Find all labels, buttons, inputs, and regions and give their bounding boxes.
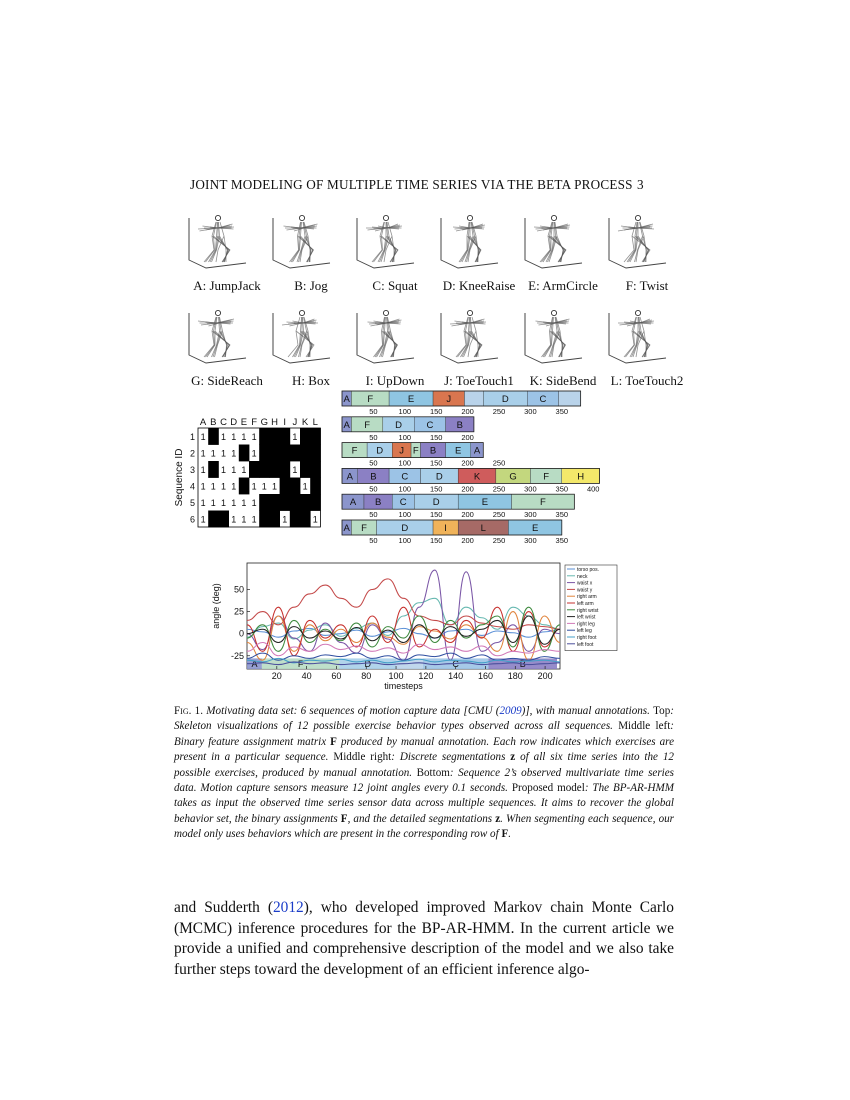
frame-line bbox=[189, 313, 246, 363]
segment-label: E bbox=[407, 394, 415, 405]
legend-entry: left wrist bbox=[577, 614, 596, 621]
segment-tick-label: 250 bbox=[492, 484, 506, 494]
segment-tick-label: 100 bbox=[398, 484, 412, 494]
matrix-cell-one: 1 bbox=[200, 514, 206, 525]
matrix-column-label: H bbox=[271, 417, 278, 428]
segment-tick-label: 150 bbox=[429, 510, 443, 520]
frame-line bbox=[609, 313, 666, 363]
caption-panel-label: Middle right bbox=[333, 751, 392, 764]
matrix-cell-filled bbox=[259, 511, 270, 528]
segment-label: B bbox=[429, 445, 437, 457]
caption-text: : The BP-AR-HMM takes as input the observed time series sensor data across multiple sequences. It aims to recover the global behavior set, the binary assignments bbox=[174, 782, 674, 825]
segment-label: B bbox=[370, 471, 377, 483]
matrix-cell-filled bbox=[300, 494, 311, 511]
matrix-cell-one: 1 bbox=[200, 481, 206, 492]
segment-label: C bbox=[401, 471, 409, 483]
figure-label: Fig. 1. bbox=[174, 705, 203, 717]
x-tick-label: 100 bbox=[388, 671, 404, 681]
skeleton-head bbox=[299, 310, 304, 315]
skeleton-head bbox=[635, 215, 640, 220]
matrix-column-label: F bbox=[251, 417, 258, 428]
segment-tick-label: 200 bbox=[461, 432, 474, 442]
segment-tick-label: 300 bbox=[524, 536, 537, 545]
segment-label: D bbox=[435, 471, 443, 483]
matrix-cell-filled bbox=[259, 461, 270, 478]
matrix-cell-one: 1 bbox=[251, 497, 257, 508]
matrix-cell-one: 1 bbox=[282, 514, 288, 525]
matrix-cell-one: 1 bbox=[231, 431, 237, 442]
segment-tick-label: 350 bbox=[555, 484, 569, 494]
matrix-cell-one: 1 bbox=[210, 481, 216, 492]
matrix-column-label: I bbox=[283, 417, 287, 428]
segment-label: B bbox=[456, 419, 463, 431]
segment-label: H bbox=[577, 471, 585, 483]
y-tick-label: 0 bbox=[238, 628, 244, 639]
skeleton-row-top bbox=[160, 208, 680, 303]
matrix-cell-filled bbox=[208, 428, 219, 445]
legend-entry: torso pos. bbox=[577, 567, 599, 573]
matrix-cell-one: 1 bbox=[241, 431, 247, 442]
matrix-cell-one: 1 bbox=[251, 431, 257, 442]
skeleton-drawing bbox=[184, 303, 254, 373]
matrix-column-label: G bbox=[260, 417, 268, 428]
matrix-cell-filled bbox=[259, 428, 270, 445]
segment-tick-label: 50 bbox=[369, 536, 378, 545]
matrix-cell-filled bbox=[290, 445, 301, 462]
matrix-cell-filled bbox=[269, 461, 280, 478]
caption-text: of all six time series into the 12 possible exercises, produced by manual annotation. bbox=[174, 751, 674, 779]
segment-label: J bbox=[399, 445, 405, 457]
matrix-cell-filled bbox=[290, 478, 301, 495]
segmentation-bar bbox=[342, 468, 599, 493]
segment-tick-label: 350 bbox=[555, 510, 569, 520]
matrix-row-id: 4 bbox=[189, 481, 195, 492]
plot-segment-label: B bbox=[519, 659, 526, 670]
matrix-cell-filled bbox=[300, 461, 311, 478]
segment-label: C bbox=[399, 497, 407, 509]
matrix-column-label: L bbox=[312, 417, 318, 428]
matrix-column-label: A bbox=[199, 417, 207, 428]
plot-segment-label: A bbox=[251, 659, 258, 670]
skeleton-figure bbox=[604, 208, 690, 303]
skeleton-label: E: ArmCircle bbox=[528, 278, 598, 293]
matrix-cell-filled bbox=[280, 461, 291, 478]
matrix-cell-one: 1 bbox=[241, 497, 247, 508]
segment-tick-label: 350 bbox=[555, 536, 569, 545]
x-tick-label: 60 bbox=[331, 671, 342, 681]
body-text-rest: ), who developed improved Markov chain Monte Carlo (MCMC) inference procedures for the BP-AR-HMM. In the current article we provide a unified and comprehensive description of the model and we also take further steps toward the development of an efficient inference algo- bbox=[174, 899, 674, 978]
matrix-column-label: D bbox=[230, 417, 238, 428]
segment-label: D bbox=[401, 523, 409, 534]
matrix-cell-filled bbox=[259, 445, 270, 462]
matrix-row-id: 6 bbox=[189, 514, 195, 525]
legend-entry: right foot bbox=[577, 635, 597, 641]
matrix-cell-one: 1 bbox=[261, 481, 267, 492]
segment-label: F bbox=[361, 523, 367, 534]
matrix-cell-one: 1 bbox=[312, 514, 318, 525]
matrix-cell-one: 1 bbox=[220, 497, 227, 508]
caption-symbol: z bbox=[495, 812, 501, 825]
frame-line bbox=[357, 218, 414, 268]
segment-label: A bbox=[343, 419, 350, 431]
matrix-cell-filled bbox=[290, 494, 301, 511]
skeleton-drawing bbox=[436, 303, 506, 373]
segment-label: L bbox=[480, 523, 486, 534]
segment-label: C bbox=[426, 419, 434, 431]
segment-tick-label: 50 bbox=[369, 407, 378, 416]
skeleton-drawing bbox=[352, 303, 422, 373]
matrix-cell-one: 1 bbox=[271, 481, 278, 492]
skeleton-drawing bbox=[520, 208, 590, 278]
segment-tick-label: 100 bbox=[398, 407, 412, 416]
segment-tick-label: 250 bbox=[492, 407, 506, 416]
matrix-cell-filled bbox=[310, 478, 321, 495]
segment-label: B bbox=[374, 497, 382, 509]
matrix-column-label: C bbox=[220, 417, 227, 428]
matrix-cell-filled bbox=[269, 494, 280, 511]
matrix-cell-filled bbox=[269, 511, 280, 528]
segment-label: E bbox=[531, 523, 539, 534]
matrix-cell-one: 1 bbox=[251, 448, 257, 459]
segment-label: A bbox=[346, 471, 354, 483]
x-tick-label: 140 bbox=[448, 671, 464, 681]
citation-link[interactable]: 2012 bbox=[272, 899, 304, 916]
segment-tick-label: 50 bbox=[369, 432, 378, 442]
skeleton-head bbox=[551, 310, 556, 315]
segment-tick-label: 100 bbox=[398, 536, 412, 545]
skeleton-label: K: SideBend bbox=[529, 373, 597, 388]
skeleton-head bbox=[383, 310, 388, 315]
segment-label: J bbox=[446, 394, 452, 405]
caption-panel-label: Top bbox=[653, 705, 671, 717]
segment-label: I bbox=[444, 523, 447, 534]
segment-label: D bbox=[501, 394, 509, 405]
skeleton-drawing bbox=[604, 208, 674, 278]
caption-panel-label: Middle left bbox=[618, 720, 671, 733]
segment-label: F bbox=[364, 419, 371, 431]
matrix-cell-filled bbox=[310, 461, 321, 478]
skeleton-drawing bbox=[436, 208, 506, 278]
caption-citation-link[interactable]: 2009 bbox=[499, 705, 522, 717]
matrix-cell-one: 1 bbox=[231, 448, 237, 459]
skeleton-label: B: Jog bbox=[294, 278, 328, 293]
matrix-cell-one: 1 bbox=[210, 448, 216, 459]
caption-text: : Discrete segmentations bbox=[391, 751, 511, 764]
y-tick-label: -25 bbox=[230, 650, 244, 661]
matrix-cell-one: 1 bbox=[220, 448, 227, 459]
segmentation-bar bbox=[342, 391, 581, 416]
skeleton-drawing bbox=[604, 303, 674, 373]
matrix-row-id: 2 bbox=[189, 448, 195, 459]
skeleton-label: L: ToeTouch2 bbox=[610, 373, 684, 388]
segmentation-bar bbox=[342, 417, 474, 442]
x-tick-label: 20 bbox=[271, 671, 282, 681]
caption-symbol: F bbox=[340, 812, 348, 825]
matrix-column-label: E bbox=[240, 417, 248, 428]
caption-text: : Binary feature assignment matrix bbox=[174, 720, 674, 748]
segment-label: A bbox=[473, 445, 481, 457]
body-paragraph bbox=[174, 898, 674, 980]
segment-label: F bbox=[367, 394, 374, 405]
skeleton-head bbox=[551, 215, 556, 220]
skeleton-head bbox=[299, 215, 304, 220]
matrix-cell-filled bbox=[239, 478, 250, 495]
matrix-cell-filled bbox=[300, 428, 311, 445]
matrix-cell-one: 1 bbox=[292, 464, 298, 475]
plot-segment-label: C bbox=[452, 659, 459, 670]
matrix-cell-one: 1 bbox=[200, 464, 206, 475]
x-tick-label: 200 bbox=[537, 671, 553, 681]
segment-tick-label: 150 bbox=[429, 432, 443, 442]
segmentation-bar bbox=[342, 520, 568, 545]
segment-tick-label: 150 bbox=[429, 536, 443, 545]
caption-text: . bbox=[508, 828, 511, 841]
matrix-cell-one: 1 bbox=[241, 464, 247, 475]
segment-label: F bbox=[540, 497, 546, 509]
skeleton-label: J: ToeTouch1 bbox=[444, 373, 514, 388]
skeleton-figure bbox=[604, 303, 690, 398]
skeleton-drawing bbox=[352, 208, 422, 278]
matrix-cell-one: 1 bbox=[200, 431, 206, 442]
caption-text: : Sequence 2’s observed multivariate time series data. Motion capture sensors measure 12 joint angles every 0.1 seconds. bbox=[174, 766, 675, 795]
caption-symbol: z bbox=[510, 751, 516, 764]
caption-text: CMU ( bbox=[467, 705, 500, 717]
segment-tick-label: 150 bbox=[429, 484, 443, 494]
segment-tick-label: 250 bbox=[492, 458, 506, 468]
running-title: JOINT MODELING OF MULTIPLE TIME SERIES VIA THE BETA PROCESS bbox=[190, 177, 633, 192]
legend-entry: waist x bbox=[577, 580, 593, 587]
y-tick-label: 25 bbox=[233, 606, 244, 617]
annotation-figure bbox=[170, 388, 690, 558]
skeleton-head bbox=[215, 215, 220, 220]
y-tick-label: 50 bbox=[233, 584, 244, 595]
skeleton-row-bottom bbox=[160, 303, 684, 398]
caption-text: produced by manual annotation. Each row indicates which exercises are present in a particular sequence. bbox=[174, 735, 674, 764]
matrix-cell-filled bbox=[280, 494, 291, 511]
segment-tick-label: 50 bbox=[369, 484, 378, 494]
body-text-start: and Sudderth ( bbox=[174, 899, 273, 916]
matrix-cell-filled bbox=[208, 511, 219, 528]
legend-entry: left foot bbox=[577, 641, 594, 648]
matrix-column-label: K bbox=[301, 417, 309, 428]
segment-label: A bbox=[349, 497, 357, 509]
matrix-cell-one: 1 bbox=[292, 431, 298, 442]
matrix-cell-filled bbox=[218, 511, 229, 528]
segment-tick-label: 200 bbox=[461, 536, 474, 545]
skeleton-head bbox=[635, 310, 640, 315]
legend-entry: right arm bbox=[577, 594, 597, 601]
x-tick-label: 120 bbox=[418, 671, 434, 681]
legend-entry: neck bbox=[577, 573, 588, 580]
matrix-cell-filled bbox=[280, 445, 291, 462]
matrix-cell-filled bbox=[239, 445, 250, 462]
segment-tick-label: 200 bbox=[461, 458, 474, 468]
segment-tick-label: 200 bbox=[461, 407, 474, 416]
segment-tick-label: 50 bbox=[369, 510, 378, 520]
matrix-column-label: B bbox=[210, 417, 217, 428]
matrix-cell-filled bbox=[280, 478, 291, 495]
segmentation-bar bbox=[342, 494, 574, 519]
segment-tick-label: 150 bbox=[429, 407, 443, 416]
x-tick-label: 80 bbox=[361, 671, 372, 681]
caption-text: )], with manual annotations. bbox=[521, 705, 654, 717]
segment-label: G bbox=[509, 471, 517, 483]
skeleton-head bbox=[467, 310, 472, 315]
segment-label: D bbox=[432, 497, 440, 509]
skeleton-drawing bbox=[184, 208, 254, 278]
segment-tick-label: 150 bbox=[429, 458, 443, 468]
matrix-cell-one: 1 bbox=[231, 514, 237, 525]
skeleton-label: H: Box bbox=[292, 373, 330, 388]
segment-label: K bbox=[473, 471, 481, 483]
matrix-row-id: 3 bbox=[189, 464, 195, 475]
legend-entry: left leg bbox=[577, 628, 592, 635]
segment-tick-label: 100 bbox=[398, 510, 412, 520]
skeleton-head bbox=[215, 310, 220, 315]
skeleton-label: C: Squat bbox=[372, 278, 418, 293]
segment-label: A bbox=[343, 394, 350, 405]
segment-label: F bbox=[351, 445, 358, 457]
matrix-cell-one: 1 bbox=[231, 497, 237, 508]
skeleton-label: A: JumpJack bbox=[193, 278, 261, 293]
matrix-cell-filled bbox=[269, 445, 280, 462]
matrix-cell-filled bbox=[290, 511, 301, 528]
plot-segment-label: F bbox=[297, 659, 304, 670]
segment-tick-label: 300 bbox=[524, 510, 537, 520]
matrix-ylabel: Sequence ID bbox=[174, 448, 185, 507]
caption-panel-label: Bottom bbox=[416, 766, 450, 779]
matrix-cell-filled bbox=[310, 445, 321, 462]
segment-label: F bbox=[543, 471, 550, 483]
segment-tick-label: 100 bbox=[398, 458, 412, 468]
caption-text: . When segmenting each sequence, our model only uses behaviors which are present in the corresponding row of bbox=[174, 812, 674, 841]
segment-label: E bbox=[481, 497, 489, 509]
matrix-cell-one: 1 bbox=[241, 514, 247, 525]
skeleton-drawing bbox=[268, 208, 338, 278]
skeleton-head bbox=[383, 215, 388, 220]
segment-label: E bbox=[455, 445, 462, 457]
frame-line bbox=[525, 218, 582, 268]
segmentation-bar bbox=[342, 443, 505, 468]
matrix-cell-one: 1 bbox=[220, 481, 227, 492]
x-tick-label: 40 bbox=[301, 671, 312, 681]
matrix-cell-filled bbox=[300, 445, 311, 462]
legend-entry: right leg bbox=[577, 621, 595, 628]
skeleton-drawing bbox=[268, 303, 338, 373]
segment-tick-label: 50 bbox=[369, 458, 378, 468]
matrix-cell-filled bbox=[310, 494, 321, 511]
matrix-column-label: J bbox=[292, 417, 298, 428]
x-axis-label: timesteps bbox=[384, 681, 423, 691]
matrix-cell-one: 1 bbox=[200, 448, 206, 459]
segment-tick-label: 250 bbox=[492, 510, 506, 520]
matrix-cell-one: 1 bbox=[231, 481, 237, 492]
x-tick-label: 180 bbox=[507, 671, 523, 681]
matrix-row-id: 1 bbox=[189, 431, 195, 442]
segment-tick-label: 200 bbox=[461, 484, 474, 494]
matrix-cell-filled bbox=[280, 428, 291, 445]
segment-label: D bbox=[376, 445, 384, 457]
segment bbox=[464, 391, 483, 406]
matrix-cell-one: 1 bbox=[200, 497, 206, 508]
matrix-cell-filled bbox=[208, 461, 219, 478]
segment-label: C bbox=[539, 394, 547, 405]
figure-caption bbox=[174, 704, 674, 843]
segment-label: D bbox=[395, 419, 402, 431]
matrix-cell-one: 1 bbox=[210, 497, 216, 508]
skeleton-head bbox=[467, 215, 472, 220]
caption-text: Motivating data set: 6 sequences of motion capture data [ bbox=[206, 705, 468, 717]
skeleton-label: I: UpDown bbox=[365, 373, 425, 388]
segment-label: F bbox=[412, 445, 419, 457]
caption-symbol: F bbox=[330, 735, 337, 748]
segment bbox=[559, 391, 581, 406]
segment-tick-label: 300 bbox=[524, 484, 537, 494]
page-number: 3 bbox=[637, 177, 644, 192]
matrix-cell-filled bbox=[300, 511, 311, 528]
matrix-cell-filled bbox=[259, 494, 270, 511]
segment-tick-label: 300 bbox=[524, 407, 537, 416]
skeleton-label: F: Twist bbox=[625, 278, 669, 293]
plot-segment-label: D bbox=[364, 659, 371, 670]
legend-entry: left arm bbox=[577, 601, 594, 607]
segment-label: A bbox=[343, 523, 350, 534]
caption-text: , and the detailed segmentations bbox=[347, 812, 496, 825]
legend-entry: right wrist bbox=[577, 607, 599, 614]
y-axis-label: angle (deg) bbox=[211, 583, 221, 629]
segment-tick-label: 200 bbox=[461, 510, 474, 520]
matrix-cell-filled bbox=[269, 428, 280, 445]
segment-tick-label: 250 bbox=[492, 536, 506, 545]
segment-tick-label: 100 bbox=[398, 432, 412, 442]
segment-tick-label: 400 bbox=[586, 484, 600, 494]
timeseries-plot bbox=[205, 560, 625, 695]
matrix-cell-filled bbox=[310, 428, 321, 445]
matrix-cell-one: 1 bbox=[220, 464, 227, 475]
caption-symbol: F bbox=[501, 828, 509, 841]
legend-entry: waist y bbox=[577, 587, 593, 594]
matrix-cell-one: 1 bbox=[231, 464, 237, 475]
matrix-cell-one: 1 bbox=[220, 431, 227, 442]
caption-text: : Skeleton visualizations of 12 possible exercise behavior types observed across all sequences. bbox=[174, 705, 674, 733]
matrix-cell-one: 1 bbox=[251, 514, 257, 525]
matrix-cell-one: 1 bbox=[251, 481, 257, 492]
caption-panel-label: Proposed model bbox=[511, 782, 585, 795]
skeleton-label: D: KneeRaise bbox=[442, 278, 516, 293]
segment-tick-label: 350 bbox=[555, 407, 569, 416]
matrix-cell-filled bbox=[249, 461, 260, 478]
skeleton-label: G: SideReach bbox=[191, 373, 263, 388]
skeleton-drawing bbox=[520, 303, 590, 373]
x-tick-label: 160 bbox=[477, 671, 493, 681]
matrix-row-id: 5 bbox=[189, 497, 195, 508]
matrix-cell-one: 1 bbox=[302, 481, 308, 492]
